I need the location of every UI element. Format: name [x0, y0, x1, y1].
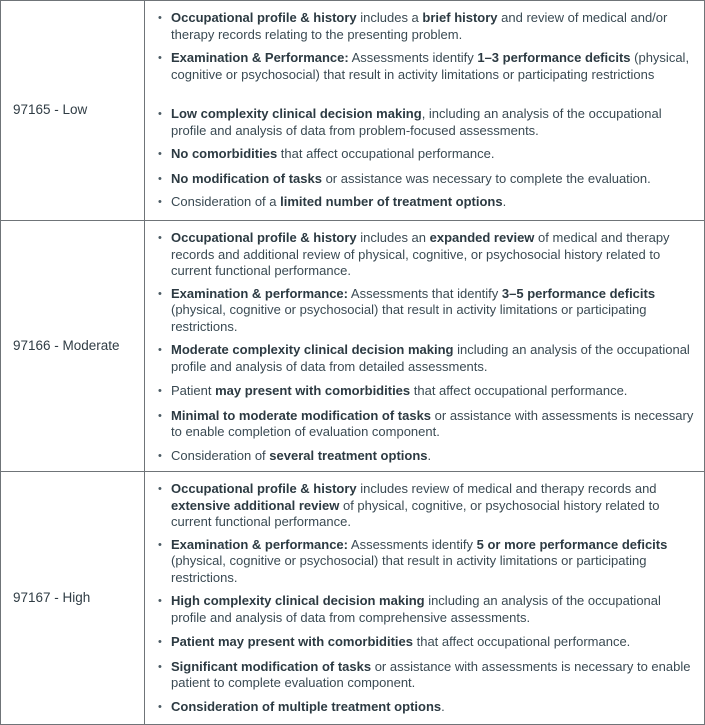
criteria-text: . — [427, 447, 432, 463]
criteria-item — [146, 448, 696, 465]
criteria-emphasis: Examination & performance: — [171, 285, 348, 301]
criteria-item — [146, 106, 696, 139]
criteria-text: including an analysis of the occupational profile and analysis of data from comprehensive assessments. — [171, 593, 661, 625]
criteria-text: or assistance was necessary to complete the evaluation. — [321, 170, 651, 186]
criteria-text: Consideration of — [171, 447, 270, 463]
bullet-icon: • — [158, 148, 162, 160]
criteria-item — [146, 659, 696, 692]
criteria-item — [146, 194, 696, 211]
criteria-emphasis: extensive additional review — [171, 497, 340, 513]
bullet-icon: • — [158, 108, 162, 120]
criteria-item — [146, 146, 696, 163]
bullet-icon: • — [158, 636, 162, 648]
criteria-emphasis: High complexity clinical decision making — [171, 593, 425, 608]
bullet-icon: • — [158, 409, 162, 422]
criteria-text: that affect occupational performance. — [413, 634, 631, 649]
bullet-icon: • — [158, 660, 162, 673]
criteria-item — [146, 342, 696, 375]
criteria-text: Assessments that identify — [348, 285, 502, 301]
criteria-text: (physical, cognitive or psychosocial) that result in activity limitations or participating restrictions. — [171, 553, 647, 585]
criteria-list — [146, 472, 696, 715]
criteria-emphasis: Minimal to moderate modification of tasks — [171, 407, 432, 423]
criteria-text: , including an analysis of the occupational profile and analysis of data from problem-focused assessments. — [171, 106, 662, 138]
criteria-emphasis: No comorbidities — [171, 146, 278, 161]
criteria-text: Patient — [171, 383, 216, 398]
criteria-emphasis: Occupational profile & history — [171, 481, 357, 496]
criteria-emphasis: several treatment options — [269, 447, 428, 463]
criteria-item — [146, 408, 696, 441]
criteria-list — [146, 1, 696, 211]
criteria-text: (physical, cognitive or psychosocial) that result in activity limitations or participating restrictions — [171, 50, 690, 82]
criteria-item — [146, 230, 696, 280]
criteria-emphasis: may present with comorbidities — [215, 383, 411, 398]
criteria-item — [146, 634, 696, 651]
criteria-emphasis: Significant modification of tasks — [171, 658, 372, 674]
bullet-icon: • — [158, 52, 162, 64]
criteria-text: and review of medical and/or therapy records relating to the presenting problem. — [171, 10, 668, 42]
criteria-item — [146, 10, 696, 43]
criteria-emphasis: 5 or more performance deficits — [476, 536, 668, 552]
bullet-icon: • — [158, 449, 162, 462]
criteria-emphasis: No modification of tasks — [171, 170, 322, 186]
criteria-text: of physical, cognitive, or psychosocial history related to current functional performance. — [171, 497, 660, 529]
criteria-text: . — [502, 194, 507, 209]
bullet-icon: • — [158, 538, 162, 551]
criteria-emphasis: Consideration of multiple treatment options — [171, 698, 442, 714]
criteria-item — [146, 171, 696, 188]
criteria-text: includes review of medical and therapy records and — [356, 481, 657, 496]
bullet-icon: • — [158, 344, 162, 356]
criteria-emphasis: expanded review — [429, 230, 535, 245]
criteria-emphasis: 3–5 performance deficits — [501, 285, 656, 301]
criteria-emphasis: Moderate complexity clinical decision making — [171, 342, 454, 357]
bullet-icon: • — [158, 700, 162, 713]
criteria-emphasis: limited number of treatment options — [280, 194, 503, 209]
criteria-emphasis: Examination & performance: — [171, 536, 348, 552]
criteria-text: of medical and therapy records and additional review of physical, cognitive, or psychosocial history related to current functional performance. — [171, 230, 670, 278]
bullet-icon: • — [158, 287, 162, 300]
bullet-icon: • — [158, 172, 162, 185]
criteria-list — [146, 221, 696, 464]
criteria-text: including an analysis of the occupational profile and analysis of data from detailed assessments. — [171, 342, 690, 374]
criteria-text: that affect occupational performance. — [277, 146, 495, 161]
criteria-emphasis: brief history — [422, 10, 498, 25]
row-code-label: 97166 - Moderate — [1, 221, 145, 472]
criteria-emphasis: 1–3 performance deficits — [477, 50, 631, 65]
criteria-text: or assistance with assessments is necessary to enable patient to complete evaluation component. — [171, 658, 691, 690]
criteria-item — [146, 286, 696, 336]
bullet-icon: • — [158, 232, 162, 244]
criteria-text: Consideration of a — [171, 194, 281, 209]
table-row — [1, 220, 704, 472]
bullet-icon: • — [158, 12, 162, 24]
criteria-text: includes a — [356, 10, 423, 25]
table-row — [1, 1, 704, 220]
criteria-text: Assessments identify — [348, 50, 478, 65]
criteria-emphasis: Examination & Performance: — [171, 50, 349, 65]
criteria-emphasis: Patient may present with comorbidities — [171, 634, 413, 649]
criteria-item — [146, 50, 696, 83]
criteria-item — [146, 481, 696, 531]
criteria-emphasis: Occupational profile & history — [171, 230, 357, 245]
criteria-text: includes an — [356, 230, 430, 245]
criteria-text: . — [441, 698, 445, 714]
criteria-text: that affect occupational performance. — [410, 383, 628, 398]
criteria-emphasis: Occupational profile & history — [171, 10, 357, 25]
criteria-text: Assessments identify — [348, 536, 477, 552]
table-row — [1, 471, 704, 725]
bullet-icon: • — [158, 385, 162, 397]
criteria-emphasis: Low complexity clinical decision making — [171, 106, 422, 121]
criteria-item — [146, 699, 696, 716]
criteria-item — [146, 593, 696, 626]
row-code-label: 97165 - Low — [1, 1, 145, 220]
criteria-item — [146, 537, 696, 587]
bullet-icon: • — [158, 196, 162, 208]
bullet-icon: • — [158, 483, 162, 495]
criteria-text: or assistance with assessments is necessary to enable completion of evaluation component. — [171, 407, 694, 439]
bullet-icon: • — [158, 595, 162, 607]
row-code-label: 97167 - High — [1, 472, 145, 725]
criteria-text: (physical, cognitive or psychosocial) that result in activity limitations or participating restrictions. — [171, 302, 647, 334]
criteria-item — [146, 383, 696, 400]
